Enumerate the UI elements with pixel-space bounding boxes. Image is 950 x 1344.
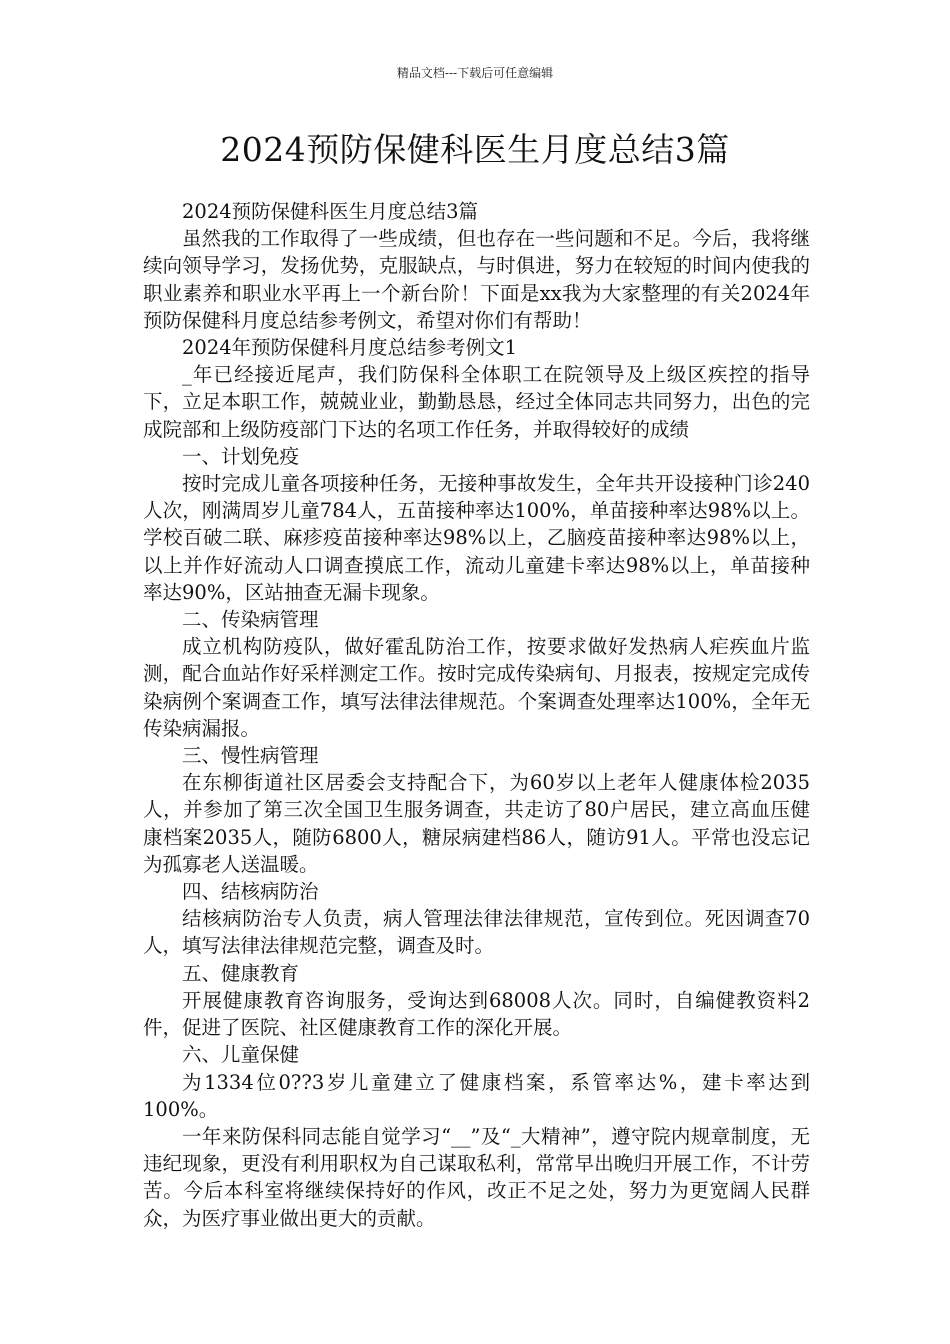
example-intro-paragraph: _年已经接近尾声，我们防保科全体职工在院领导及上级区疾控的指导下，立足本职工作，兢兢业业，勤勤恳恳，经过全体同志共同努力，出色的完成院部和上级防疫部门下达的名项工作任务，并取得较好的成绩: [143, 363, 810, 441]
section-heading-health-education: 五、健康教育: [182, 961, 300, 985]
section-body-immunization: 按时完成儿童各项接种任务，无接种事故发生，全年共开设接种门诊240人次，刚满周岁儿童784人，五苗接种率达100%，单苗接种率达98%以上。学校百破二联、麻疹疫苗接种率达98%以上，乙脑疫苗接种率达98%以上，以上并作好流动人口调查摸底工作，流动儿童建卡率达98%以上，单苗接种率达90%，区站抽查无漏卡现象。: [143, 472, 810, 604]
header-note: 精品文档---下载后可任意编辑: [396, 66, 554, 80]
subtitle-paragraph: 2024预防保健科医生月度总结3篇: [182, 200, 479, 223]
section-body-tuberculosis: 结核病防治专人负责，病人管理法律法律规范，宣传到位。死因调查70人，填写法律法律规范完整，调查及时。: [143, 907, 810, 958]
section-heading-tuberculosis: 四、结核病防治: [182, 880, 319, 904]
section-heading-child-health: 六、儿童保健: [182, 1043, 300, 1067]
section-body-health-education: 开展健康教育咨询服务，受询达到68008人次。同时，自编健教资料2件，促进了医院、社区健康教育工作的深化开展。: [143, 988, 810, 1040]
example-heading: 2024年预防保健科月度总结参考例文1: [182, 336, 518, 360]
document-title: 2024预防保健科医生月度总结3篇: [220, 130, 730, 169]
section-heading-chronic-disease: 三、慢性病管理: [182, 744, 319, 768]
section-heading-infectious-disease: 二、传染病管理: [182, 608, 319, 632]
intro-paragraph: 虽然我的工作取得了一些成绩，但也存在一些问题和不足。今后，我将继续向领导学习，发扬优势，克服缺点，与时俱进，努力在较短的时间内使我的职业素养和职业水平再上一个新台阶！下面是xx我为大家整理的有关2024年预防保健科月度总结参考例文，希望对你们有帮助！: [143, 227, 810, 332]
document-body: [143, 198, 810, 1232]
section-body-chronic-disease: 在东柳街道社区居委会支持配合下，为60岁以上老年人健康体检2035人，并参加了第三次全国卫生服务调查，共走访了80户居民，建立高血压健康档案2035人，随防6800人，糖尿病建档86人，随访91人。平常也没忘记为孤寡老人送温暖。: [143, 771, 810, 876]
closing-paragraph: 一年来防保科同志能自觉学习“__”及“_大精神”，遵守院内规章制度，无违纪现象，更没有利用职权为自己谋取私利，常常早出晚归开展工作，不计劳苦。今后本科室将继续保持好的作风，改正不足之处，努力为更宽阔人民群众，为医疗事业做出更大的贡献。: [143, 1124, 810, 1230]
section-body-child-health: 为1334位0??3岁儿童建立了健康档案，系管率达%，建卡率达到100%。: [143, 1070, 810, 1121]
section-body-infectious-disease: 成立机构防疫队，做好霍乱防治工作，按要求做好发热病人疟疾血片监测，配合血站作好采样测定工作。按时完成传染病旬、月报表，按规定完成传染病例个案调查工作，填写法律法律规范。个案调查处理率达100%，全年无传染病漏报。: [143, 635, 810, 740]
section-heading-immunization: 一、计划免疫: [182, 444, 300, 468]
